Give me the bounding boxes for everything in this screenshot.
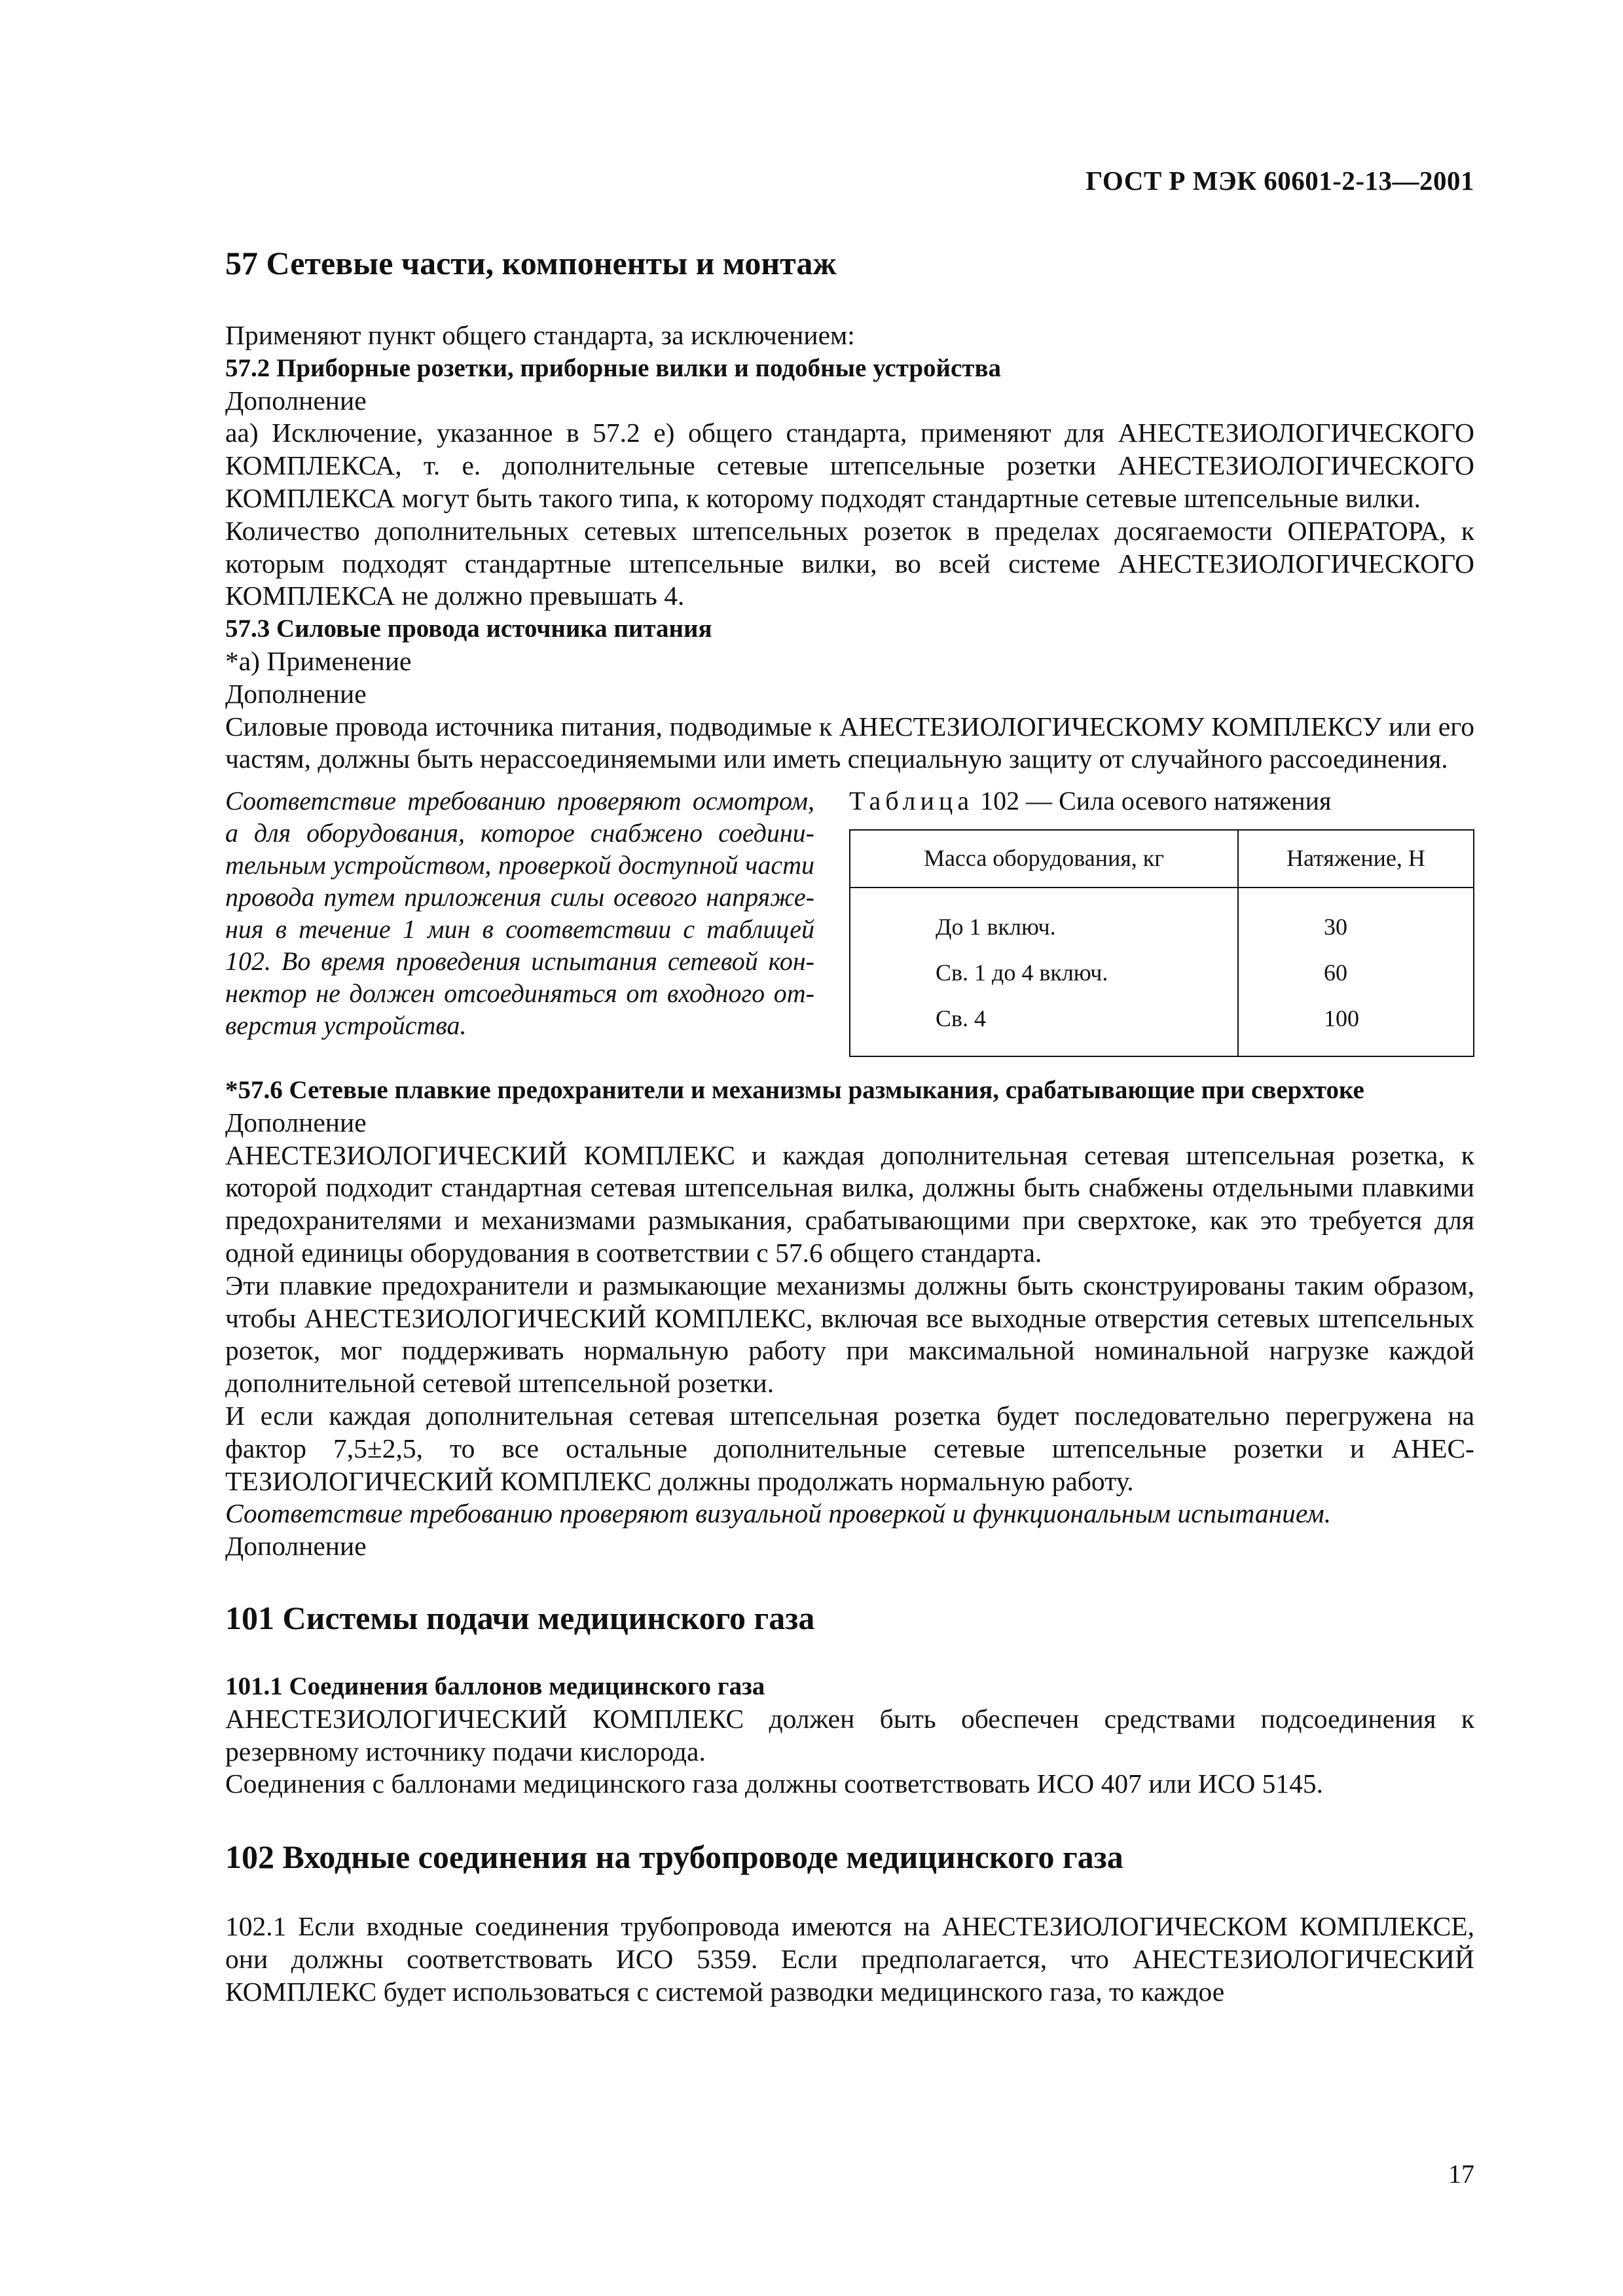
table-header-force: Натяжение, Н (1238, 830, 1474, 888)
table-row (850, 996, 1474, 1056)
subsection-57-2-heading: 57.2 Приборные розетки, приборные вилки и подобные устройства (225, 353, 1002, 382)
document-header: ГОСТ Р МЭК 60601-2-13—2001 (1085, 166, 1474, 196)
table-cell-mass: Св. 1 до 4 включ. (850, 950, 1238, 996)
subsection-57-6-addition: Дополнение (225, 1107, 367, 1138)
table-cell-force: 60 (1238, 950, 1474, 996)
section-57-intro: Применяют пункт общего стандарта, за исключением: (225, 320, 855, 350)
table-102 (849, 829, 1474, 1057)
table-cell-force: 100 (1238, 996, 1474, 1056)
subsection-57-2-paragraph-2: Количество дополнительных сетевых штепсельных розеток в пределах досягаемости ОПЕРАТОРА, к которым подходят стандартные штепсельные вилки, во всей системе АНЕСТЕЗИОЛОГИЧЕСКОГО КОМПЛЕКСА не должно превышать 4. (225, 515, 1474, 611)
subsection-57-6-heading: *57.6 Сетевые плавкие предохранители и механизмы размыкания, срабатывающие при сверхтоке (225, 1075, 1364, 1104)
subsection-101-1-heading: 101.1 Соединения баллонов медицинского газа (225, 1672, 765, 1700)
table-header-row (850, 830, 1474, 888)
page-content (225, 243, 1474, 2008)
table-cell-force: 30 (1238, 888, 1474, 950)
section-101-heading: 101 Системы подачи медицинского газа (225, 1599, 815, 1636)
subsection-57-6-compliance-text: Соответствие требованию проверяют визуальной проверкой и функциональным испытанием. (225, 1498, 1332, 1529)
subsection-57-6-paragraph-3: И если каждая дополнительная сетевая штепсельная розетка будет последовательно перегружена на фактор 7,5±2,5, то все остальные дополнительные сетевые штепсельные розетки и АНЕСТЕЗИОЛОГИЧЕСКИЙ КОМПЛЕКС должны продолжать нормальную работу. (225, 1400, 1474, 1496)
table-header-mass: Масса оборудования, кг (850, 830, 1238, 888)
table-row (850, 888, 1474, 950)
table-102-block (849, 785, 1474, 1057)
table-102-caption (849, 785, 1474, 817)
subsection-57-3-addition: Дополнение (225, 678, 367, 709)
table-cell-mass: До 1 включ. (850, 888, 1238, 950)
subsection-57-3-paragraph-1: Силовые провода источника питания, подводимые к АНЕСТЕЗИОЛОГИЧЕСКОМУ КОМПЛЕКСУ или его частям, должны быть нерассоединяемыми или иметь специальную защиту от случайного рассоединения. (225, 711, 1474, 774)
section-102-paragraph-1: 102.1 Если входные соединения трубопровода имеются на АНЕСТЕЗИОЛОГИЧЕСКОМ КОМПЛЕКСЕ, они должны соответствовать ИСО 5359. Если предполагается, что АНЕСТЕЗИОЛОГИЧЕСКИЙ КОМПЛЕКС будет использоваться с системой разводки медицинского газа, то каждое (225, 1911, 1474, 2007)
compliance-and-table-row (225, 785, 1474, 1057)
subsection-57-6-paragraph-1: АНЕСТЕЗИОЛОГИЧЕСКИЙ КОМПЛЕКС и каждая дополнительная сетевая штепсельная розетка, к которой подходит стандартная сетевая штепсельная вилка, должны быть снабжены отдельными плавкими предохранителями и механизмами размыкания, срабатывающими при сверхтоке, как это требуется для одной единицы оборудования в соответствии с 57.6 общего стандарта. (225, 1139, 1474, 1268)
subsection-101-1-paragraph-1: АНЕСТЕЗИОЛОГИЧЕСКИЙ КОМПЛЕКС должен быть обеспечен средствами подсоединения к резервному источнику подачи кислорода. (225, 1703, 1474, 1767)
table-caption-text: 102 — Сила осевого натяжения (980, 786, 1332, 816)
section-102-heading: 102 Входные соединения на трубопроводе медицинского газа (225, 1839, 1123, 1876)
subsection-57-3-heading: 57.3 Силовые провода источника питания (225, 615, 712, 643)
subsection-57-3-compliance-text: Соответствие требованию проверяют осмотром, а для оборудования, которое снабжено соединительным устройством, проверкой доступной части провода путем приложения силы осевого напряжения в течение 1 мин в соответствии с таблицей 102. Во время проведения испытания сетевой коннектор не должен отсоединяться от входного отверстия устройства. (225, 786, 814, 1041)
section-57-heading: 57 Сетевые части, компоненты и монтаж (225, 245, 837, 281)
subsection-57-6-paragraph-2: Эти плавкие предохранители и размыкающие механизмы должны быть сконструированы таким образом, чтобы АНЕСТЕЗИОЛОГИЧЕСКИЙ КОМПЛЕКС, включая все выходные отверстия сетевых штепсельных розеток, мог поддерживать нормальную работу при максимальной номинальной нагрузке каждой дополнительной сетевой штепсельной розетки. (225, 1270, 1474, 1399)
subsection-57-6-addition-2: Дополнение (225, 1531, 367, 1562)
page-number: 17 (1448, 2159, 1474, 2189)
subsection-57-2-paragraph-1: аа) Исключение, указанное в 57.2 е) общего стандарта, применяют для АНЕСТЕЗИОЛОГИЧЕСКОГО КОМПЛЕКСА, т. е. дополнительные сетевые штепсельные розетки АНЕСТЕЗИОЛОГИЧЕСКОГО КОМПЛЕКСА могут быть такого типа, к которому подходят стандартные сетевые штепсельные вилки. (225, 418, 1474, 513)
table-row (850, 950, 1474, 996)
subsection-57-2-addition: Дополнение (225, 385, 367, 416)
table-cell-mass: Св. 4 (850, 996, 1238, 1056)
subsection-101-1-paragraph-2: Соединения с баллонами медицинского газа должны соответствовать ИСО 407 или ИСО 5145. (225, 1768, 1324, 1799)
table-caption-word: Таблица (849, 786, 974, 816)
subsection-57-3-item-a: *а) Применение (225, 645, 412, 676)
